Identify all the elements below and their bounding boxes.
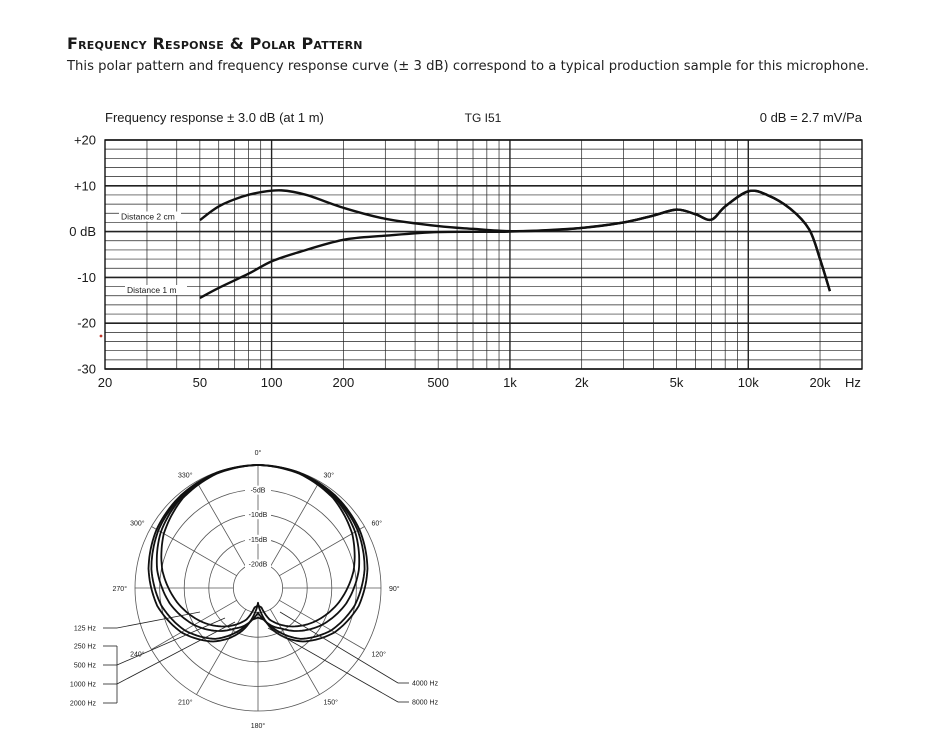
polar-legend-label: 4000 Hz [412,680,439,688]
polar-legend-label: 1000 Hz [69,681,96,689]
sensitivity-annotation: 0 dB = 2.7 mV/Pa [759,110,862,125]
polar-legend-label: 500 Hz [73,662,96,670]
x-tick-label: 200 [332,375,355,390]
polar-angle-label: 120° [371,651,386,659]
polar-angle-label: 180° [250,723,266,730]
y-tick-label: -10 [77,269,96,285]
page-subtitle: This polar pattern and frequency response curve (± 3 dB) correspond to a typical production sample for this microphone. [67,59,869,74]
polar-legend-label: 125 Hz [73,625,96,633]
polar-ring-label: -10dB [248,512,268,520]
polar-angle-label: 240° [130,651,145,659]
chart-title: Frequency response ± 3.0 dB (at 1 m) [105,110,324,125]
polar-spoke [270,481,319,566]
polar-angle-label: 90° [389,586,400,593]
polar-angle-label: 330° [178,472,193,480]
x-tick-label: 20k [809,375,831,390]
polar-legend-label: 250 Hz [73,643,96,651]
y-tick-label: 0 dB [69,224,96,240]
polar-angle-label: 210° [178,699,193,707]
x-tick-label: 2k [574,375,589,390]
chart-model-label: TG I51 [464,111,502,125]
x-tick-label: 10k [737,375,759,390]
x-tick-label: 100 [260,375,283,390]
y-tick-label: -30 [77,361,96,377]
series-label: Distance 2 cm [121,211,175,222]
y-tick-label: -20 [77,315,96,331]
polar-angle-label: 270° [112,586,127,593]
polar-legend [70,612,439,708]
polar-angle-label: 30° [323,472,335,480]
x-unit-label: Hz [845,375,861,390]
x-tick-label: 5k [669,375,684,390]
x-tick-label: 1k [503,375,517,390]
polar-spoke [197,481,246,566]
polar-ring-label: -5dB [250,487,266,495]
polar-ring-label: -20dB [248,561,268,569]
polar-angle-label: 150° [323,699,338,707]
y-tick-label: +20 [73,132,96,148]
legend-leader [280,612,398,683]
polar-ring-label: -15dB [248,536,268,544]
polar-angle-label: 300° [130,520,145,528]
series-label: Distance 1 m [127,285,177,295]
page-title: Frequency Response & Polar Pattern [67,34,363,53]
legend-leader [268,628,398,702]
polar-legend-label: 8000 Hz [412,699,439,707]
x-tick-label: 50 [192,375,208,390]
polar-angle-label: 0° [254,450,262,457]
polar-angle-label: 60° [371,520,383,528]
y-tick-label: +10 [73,178,96,194]
polar-legend-label: 2000 Hz [69,700,96,708]
x-tick-label: 20 [97,375,113,390]
x-tick-label: 500 [427,375,450,390]
